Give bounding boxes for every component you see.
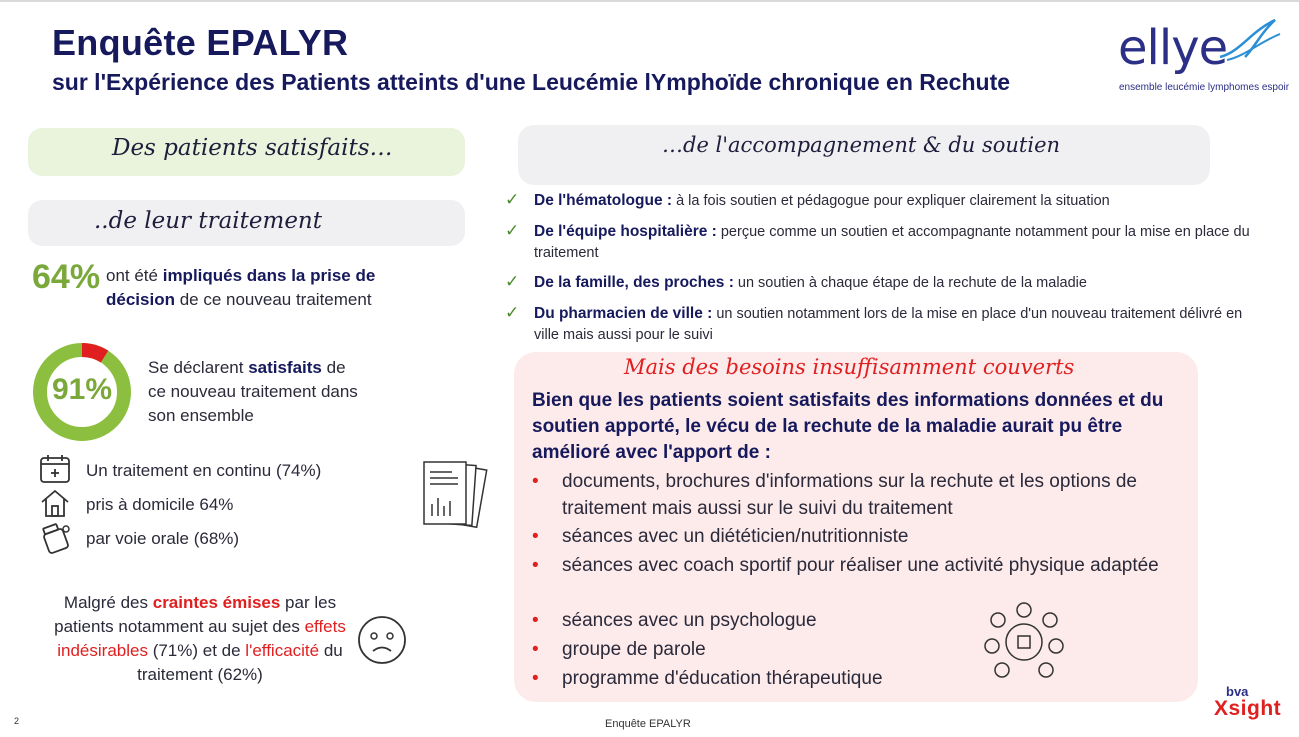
list-item — [532, 552, 1162, 579]
bird-logo-icon — [1215, 12, 1285, 67]
concerns-side-effects: effets indésirables — [57, 617, 346, 660]
stat-91-value: 91% — [51, 373, 113, 406]
documents-icon — [418, 456, 496, 538]
concerns-efficacy: l'efficacité — [245, 641, 320, 660]
logo-tagline: ensemble leucémie lymphomes espoir — [1119, 82, 1290, 93]
needs-item-text: groupe de parole — [562, 639, 706, 660]
support-family — [534, 272, 1264, 294]
check-icon: ✓ — [505, 221, 520, 240]
page-number: 2 — [14, 716, 20, 726]
support-hematologist — [534, 190, 1264, 212]
satisfied-label: Des patients satisfaits… — [112, 135, 393, 161]
check-icon: ✓ — [505, 272, 520, 291]
support-pharmacist-desc: un soutien notamment lors de la mise en place d'un nouveau traitement délivré en ville mais aussi pour le suivi — [534, 306, 1243, 343]
list-item — [532, 468, 1182, 522]
stat-64-text — [106, 264, 406, 312]
pill-bottle-icon — [40, 521, 74, 555]
feature-continuous: Un traitement en continu (74%) — [86, 461, 322, 480]
support-hematologist-desc: à la fois soutien et pédagogue pour expliquer clairement la situation — [672, 193, 1110, 209]
check-icon: ✓ — [505, 190, 520, 209]
satisfied-banner — [28, 128, 465, 176]
stat-64-value: 64% — [32, 258, 101, 296]
support-hospital-desc: perçue comme un soutien et accompagnante notamment pour la mise en place du traitement — [534, 224, 1250, 261]
support-family-title: De la famille, des proches : — [534, 274, 734, 291]
page-subtitle: sur l'Expérience des Patients atteints d'une Leucémie lYmphoïde chronique en Rechute — [52, 69, 1011, 95]
needs-item-text: séances avec un psychologue — [562, 610, 817, 631]
support-label: …de l'accompagnement & du soutien — [662, 133, 1061, 157]
concerns-p2: par les patients notamment au sujet des — [54, 593, 337, 636]
support-family-desc: un soutien à chaque étape de la rechute de la maladie — [733, 275, 1087, 291]
list-item — [532, 665, 962, 692]
bullet-icon: • — [532, 610, 539, 631]
list-item — [532, 607, 962, 634]
concerns-text — [52, 591, 348, 687]
list-item — [532, 636, 962, 663]
worried-face-icon — [356, 614, 408, 666]
bva-logo-top: bva — [1226, 684, 1249, 699]
needs-item-text: séances avec un diététicien/nutritionniste — [562, 526, 909, 547]
stat-64-post: de ce nouveau traitement — [174, 290, 372, 309]
support-pharmacist — [534, 303, 1264, 346]
top-divider — [0, 0, 1299, 2]
bva-logo-bottom: Xsight — [1214, 697, 1282, 720]
bullet-icon: • — [532, 471, 539, 492]
bullet-icon: • — [532, 668, 539, 689]
stat-64-bold: impliqués dans la prise de décision — [106, 266, 376, 309]
stat-91-pre: Se déclarent — [148, 358, 249, 377]
calendar-icon — [38, 452, 72, 486]
needs-item-text: séances avec coach sportif pour réaliser une activité physique adaptée — [562, 555, 1159, 576]
stat-91-post: de ce nouveau traitement dans son ensemble — [148, 358, 358, 425]
concerns-p3: (71%) et de — [147, 641, 246, 660]
bullet-icon: • — [532, 526, 539, 547]
concerns-fears: craintes émises — [152, 593, 281, 612]
concerns-p4: du traitement (62%) — [137, 641, 343, 684]
ellye-logo: ellye — [1118, 20, 1228, 76]
discussion-group-icon — [978, 600, 1070, 682]
bullet-icon: • — [532, 639, 539, 660]
treatment-banner — [28, 200, 465, 246]
stat-91-bold: satisfaits — [248, 358, 322, 377]
needs-item-text: documents, brochures d'informations sur la rechute et les options de traitement mais aussi sur le suivi du traitement — [562, 471, 1137, 519]
footer-label: Enquête EPALYR — [605, 718, 691, 730]
concerns-p1: Malgré des — [63, 593, 153, 612]
list-item — [532, 523, 1182, 550]
needs-title: Mais des besoins insuffisamment couverts — [624, 355, 1075, 379]
bullet-icon: • — [532, 555, 539, 576]
support-pharmacist-title: Du pharmacien de ville : — [534, 305, 713, 322]
support-hospital-title: De l'équipe hospitalière : — [534, 223, 717, 240]
support-hematologist-title: De l'hématologue : — [534, 192, 673, 209]
support-hospital-team — [534, 221, 1264, 264]
stat-91-text — [148, 356, 366, 428]
feature-oral: par voie orale (68%) — [86, 529, 240, 548]
treatment-label: ..de leur traitement — [94, 208, 322, 234]
check-icon: ✓ — [505, 303, 520, 322]
feature-home: pris à domicile 64% — [86, 495, 234, 514]
home-icon — [38, 486, 72, 520]
stat-64-pre: ont été — [106, 266, 163, 285]
page-title: Enquête EPALYR — [52, 22, 349, 63]
needs-item-text: programme d'éducation thérapeutique — [562, 668, 883, 689]
needs-intro: Bien que les patients soient satisfaits des informations données et du soutien apporté, le vécu de la rechute de la maladie aurait pu être amélioré avec l'apport de : — [532, 390, 1164, 463]
support-banner — [518, 125, 1210, 185]
